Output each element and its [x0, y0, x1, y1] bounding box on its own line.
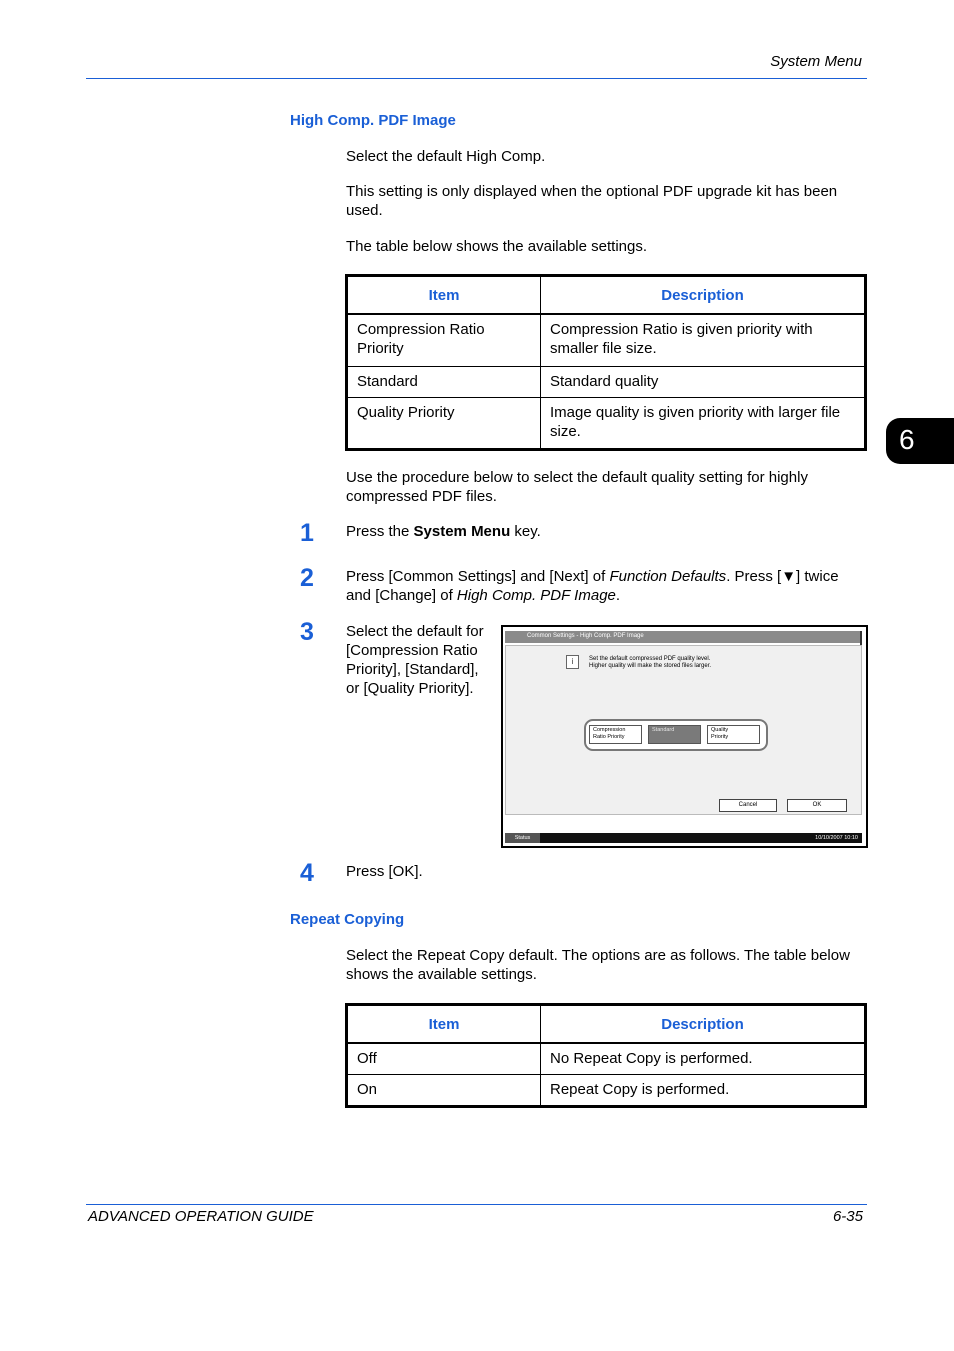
- column-header-item: Item: [347, 1005, 541, 1044]
- paragraph: This setting is only displayed when the optional PDF upgrade kit has been used.: [346, 183, 838, 219]
- table-row: [347, 1043, 866, 1075]
- table-header-row: [347, 1005, 866, 1044]
- paragraph: Select the default High Comp.: [346, 148, 546, 165]
- table-cell: Compression Ratio is given priority with smaller file size.: [541, 314, 866, 367]
- device-screen-screenshot: [501, 625, 868, 848]
- settings-table-repeat-copying: [345, 1003, 867, 1108]
- quality-priority-button[interactable]: Quality Priority: [707, 725, 760, 744]
- section-heading-high-comp: High Comp. PDF Image: [290, 112, 456, 129]
- compression-ratio-priority-button[interactable]: Compression Ratio Priority: [589, 725, 642, 744]
- settings-table-high-comp: [345, 274, 867, 451]
- chapter-tab: 6: [886, 418, 954, 464]
- column-header-item: Item: [347, 276, 541, 315]
- table-cell: Repeat Copy is performed.: [541, 1075, 866, 1107]
- table-row: [347, 314, 866, 367]
- status-bar: [505, 833, 862, 843]
- running-header: System Menu: [770, 53, 862, 70]
- step-number: 2: [300, 564, 314, 592]
- footer-guide-title: ADVANCED OPERATION GUIDE: [88, 1208, 314, 1225]
- screen-body: [505, 645, 862, 815]
- cancel-button[interactable]: Cancel: [719, 799, 777, 812]
- paragraph: Use the procedure below to select the default quality setting for highly compressed PDF files.: [346, 469, 808, 505]
- table-cell: Compression Ratio Priority: [347, 314, 541, 367]
- step-number: 4: [300, 859, 314, 887]
- step-text: Press [OK].: [346, 863, 423, 880]
- table-row: [347, 398, 866, 450]
- table-cell: Image quality is given priority with larger file size.: [541, 398, 866, 450]
- standard-button[interactable]: Standard: [648, 725, 701, 744]
- info-icon: i: [566, 655, 579, 669]
- table-cell: Quality Priority: [347, 398, 541, 450]
- paragraph: The table below shows the available settings.: [346, 238, 648, 255]
- table-row: [347, 1075, 866, 1107]
- page-number: 6-35: [832, 1208, 863, 1225]
- status-button[interactable]: Status: [505, 833, 540, 843]
- datetime: 10/10/2007 10:10: [815, 835, 858, 841]
- table-row: [347, 367, 866, 398]
- table-cell: On: [347, 1075, 541, 1107]
- table-cell: No Repeat Copy is performed.: [541, 1043, 866, 1075]
- footer-rule: [86, 1204, 867, 1205]
- screen-title-bar: Common Settings - High Comp. PDF Image: [505, 631, 862, 643]
- header-rule: [86, 78, 867, 79]
- column-header-description: Description: [541, 1005, 866, 1044]
- table-cell: Standard: [347, 367, 541, 398]
- step-text: Press [Common Settings] and [Next] of Function Defaults. Press [▼] twice and [Change] of High Comp. PDF Image.: [346, 568, 839, 604]
- ok-button[interactable]: OK: [787, 799, 847, 812]
- screen-message: Set the default compressed PDF quality level. Higher quality will make the stored files larger.: [589, 656, 712, 669]
- table-cell: Standard quality: [541, 367, 866, 398]
- column-header-description: Description: [541, 276, 866, 315]
- paragraph: Select the Repeat Copy default. The options are as follows. The table below shows the available settings.: [346, 947, 850, 983]
- step-text: Select the default for [Compression Ratio Priority], [Standard], or [Quality Priority].: [346, 623, 484, 697]
- table-header-row: [347, 276, 866, 315]
- quality-option-group: [584, 719, 768, 751]
- table-cell: Off: [347, 1043, 541, 1075]
- section-heading-repeat-copying: Repeat Copying: [290, 911, 405, 928]
- step-number: 3: [300, 618, 314, 646]
- step-number: 1: [300, 519, 314, 547]
- step-text: Press the System Menu key.: [346, 523, 541, 540]
